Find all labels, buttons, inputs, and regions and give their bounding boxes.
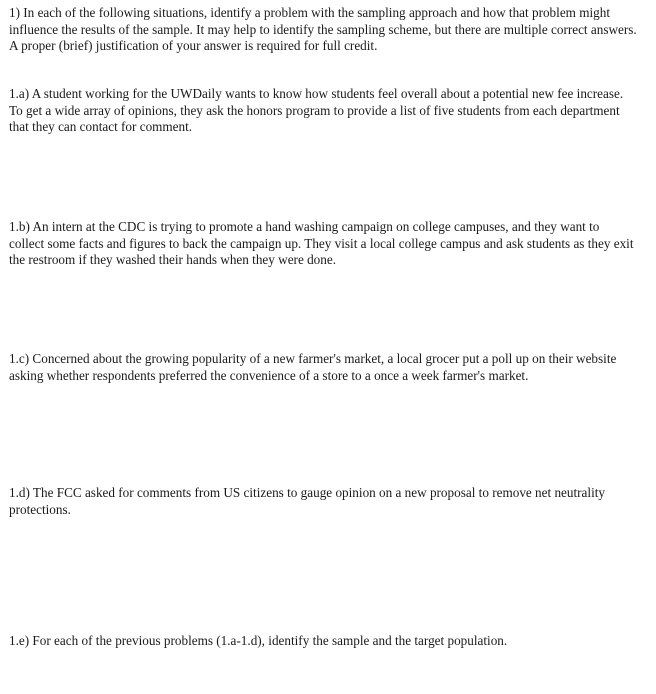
question-1c: 1.c) Concerned about the growing popularity of a new farmer's market, a local grocer put a poll up on their website asking whether respondents preferred the convenience of a store to a once a week farmer's market. bbox=[9, 351, 617, 383]
question-1a: 1.a) A student working for the UWDaily wants to know how students feel overall about a potential new fee increase. To get a wide array of opinions, they ask the honors program to provide a list of five students from each department that they can contact for comment. bbox=[9, 86, 624, 135]
question-1e: 1.e) For each of the previous problems (1.a-1.d), identify the sample and the target population. bbox=[9, 633, 508, 648]
question-1-intro: 1) In each of the following situations, identify a problem with the sampling approach and how that problem might influence the results of the sample. It may help to identify the sampling scheme, but there are multiple correct answers. A proper (brief) justification of your answer is required for full credit. bbox=[9, 5, 637, 54]
question-1d: 1.d) The FCC asked for comments from US citizens to gauge opinion on a new proposal to remove net neutrality protections. bbox=[9, 485, 606, 517]
question-1b: 1.b) An intern at the CDC is trying to promote a hand washing campaign on college campuses, and they want to collect some facts and figures to back the campaign up. They visit a local college campus and ask students as they exit the restroom if they washed their hands when they were done. bbox=[9, 219, 634, 268]
